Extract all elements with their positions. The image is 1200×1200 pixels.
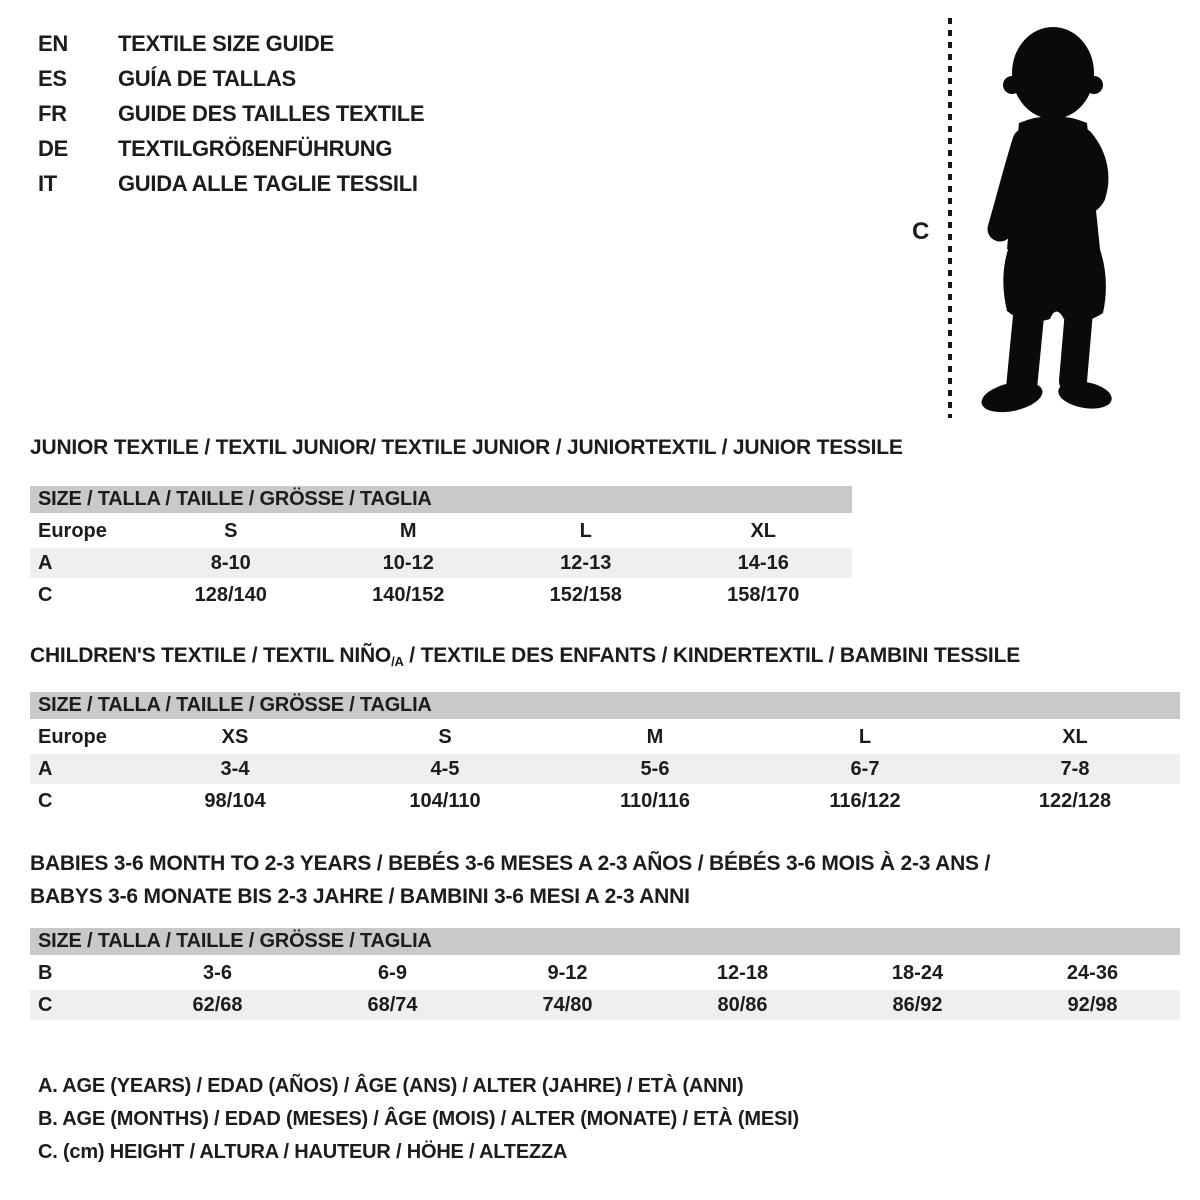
row-label: Europe [38, 520, 107, 542]
months-cell: 24-36 [1066, 962, 1119, 984]
footnote-height-cm: C. (cm) HEIGHT / ALTURA / HAUTEUR / HÖHE / ALTEZZA [38, 1141, 568, 1163]
months-cell: 12-18 [716, 962, 769, 984]
lang-code: DE [38, 135, 68, 161]
lang-title: GUIDA ALLE TAGLIE TESSILI [118, 170, 418, 196]
children-title-sub: /A [391, 654, 404, 669]
table-row-age [30, 548, 852, 578]
height-cell: 92/98 [1067, 994, 1118, 1016]
babies-table-title-line1: BABIES 3-6 MONTH TO 2-3 YEARS / BEBÉS 3-6 MESES A 2-3 AÑOS / BÉBÉS 3-6 MOIS À 2-3 ANS / [30, 852, 991, 875]
size-cell: XS [221, 726, 249, 748]
lang-row-de [38, 131, 424, 166]
size-cell: S [224, 520, 238, 542]
age-cell: 12-13 [560, 552, 612, 574]
lang-code: EN [38, 30, 68, 56]
lang-title: TEXTILGRÖßENFÜHRUNG [118, 135, 393, 161]
row-label: C [38, 994, 53, 1016]
height-cell: 68/74 [367, 994, 418, 1016]
height-measure-dashed-line [948, 18, 952, 418]
lang-row-es [38, 61, 424, 96]
babies-size-table [30, 928, 1180, 1022]
row-label: A [38, 552, 53, 574]
size-cell: L [579, 520, 592, 542]
months-cell: 18-24 [891, 962, 944, 984]
row-label: C [38, 584, 53, 606]
footnote-age-months: B. AGE (MONTHS) / EDAD (MESES) / ÂGE (MOIS) / ALTER (MONATE) / ETÀ (MESI) [38, 1108, 799, 1130]
size-cell: XL [1062, 726, 1088, 748]
height-cell: 140/152 [372, 584, 445, 606]
age-cell: 5-6 [640, 758, 670, 780]
age-cell: 3-4 [220, 758, 250, 780]
months-cell: 3-6 [203, 962, 232, 984]
months-cell: 6-9 [378, 962, 407, 984]
age-cell: 10-12 [382, 552, 434, 574]
table-row-age [30, 754, 1180, 784]
table-row-height [30, 580, 852, 610]
size-cell: XL [750, 520, 777, 542]
lang-code: ES [38, 65, 67, 91]
size-header-bar: SIZE / TALLA / TAILLE / GRÖSSE / TAGLIA [30, 486, 852, 513]
children-title-pre: CHILDREN'S TEXTILE / TEXTIL NIÑO [30, 644, 392, 667]
size-cell: S [438, 726, 452, 748]
height-cell: 80/86 [717, 994, 768, 1016]
lang-code: FR [38, 100, 67, 126]
table-row-europe [30, 516, 852, 546]
height-cell: 110/116 [619, 790, 691, 812]
children-table-title [30, 644, 1020, 669]
lang-row-it [38, 166, 424, 201]
size-header-bar: SIZE / TALLA / TAILLE / GRÖSSE / TAGLIA [30, 928, 1180, 955]
junior-size-table [30, 486, 852, 612]
children-size-table [30, 692, 1180, 818]
height-cell: 74/80 [542, 994, 593, 1016]
height-cell: 116/122 [829, 790, 901, 812]
lang-row-fr [38, 96, 424, 131]
lang-title: GUIDE DES TAILLES TEXTILE [118, 100, 425, 126]
age-cell: 7-8 [1060, 758, 1090, 780]
age-cell: 4-5 [430, 758, 460, 780]
size-cell: M [399, 520, 417, 542]
height-cell: 86/92 [892, 994, 943, 1016]
height-measure-label: C [912, 218, 930, 245]
height-cell: 152/158 [549, 584, 622, 606]
height-cell: 98/104 [204, 790, 266, 812]
months-cell: 9-12 [547, 962, 588, 984]
table-row-height [30, 786, 1180, 816]
table-row-months [30, 958, 1180, 988]
height-cell: 122/128 [1038, 790, 1112, 812]
size-header-bar: SIZE / TALLA / TAILLE / GRÖSSE / TAGLIA [30, 692, 1180, 719]
age-cell: 14-16 [737, 552, 789, 574]
height-cell: 128/140 [194, 584, 267, 606]
height-cell: 62/68 [192, 994, 243, 1016]
age-cell: 6-7 [850, 758, 880, 780]
lang-row-en [38, 26, 424, 61]
size-cell: M [646, 726, 664, 748]
lang-title: TEXTILE SIZE GUIDE [118, 30, 334, 56]
footnote-legend [38, 1070, 799, 1169]
height-cell: 158/170 [727, 584, 800, 606]
age-cell: 8-10 [210, 552, 251, 574]
language-title-list [38, 26, 424, 201]
babies-table-title-line2: BABYS 3-6 MONATE BIS 2-3 JAHRE / BAMBINI 3-6 MESI A 2-3 ANNI [30, 885, 690, 908]
footnote-age-years: A. AGE (YEARS) / EDAD (AÑOS) / ÂGE (ANS) / ALTER (JAHRE) / ETÀ (ANNI) [38, 1075, 744, 1097]
row-label: Europe [38, 726, 107, 748]
lang-title: GUÍA DE TALLAS [118, 65, 296, 91]
table-row-height [30, 990, 1180, 1020]
height-figure [880, 8, 1180, 428]
lang-code: IT [38, 170, 57, 196]
row-label: C [38, 790, 53, 812]
junior-table-title: JUNIOR TEXTILE / TEXTIL JUNIOR/ TEXTILE JUNIOR / JUNIORTEXTIL / JUNIOR TESSILE [30, 436, 903, 459]
row-label: B [38, 962, 53, 984]
children-title-post: / TEXTILE DES ENFANTS / KINDERTEXTIL / BAMBINI TESSILE [403, 644, 1021, 667]
row-label: A [38, 758, 53, 780]
table-row-europe [30, 722, 1180, 752]
toddler-silhouette-icon [962, 13, 1147, 423]
height-cell: 104/110 [409, 790, 481, 812]
size-cell: L [858, 726, 872, 748]
